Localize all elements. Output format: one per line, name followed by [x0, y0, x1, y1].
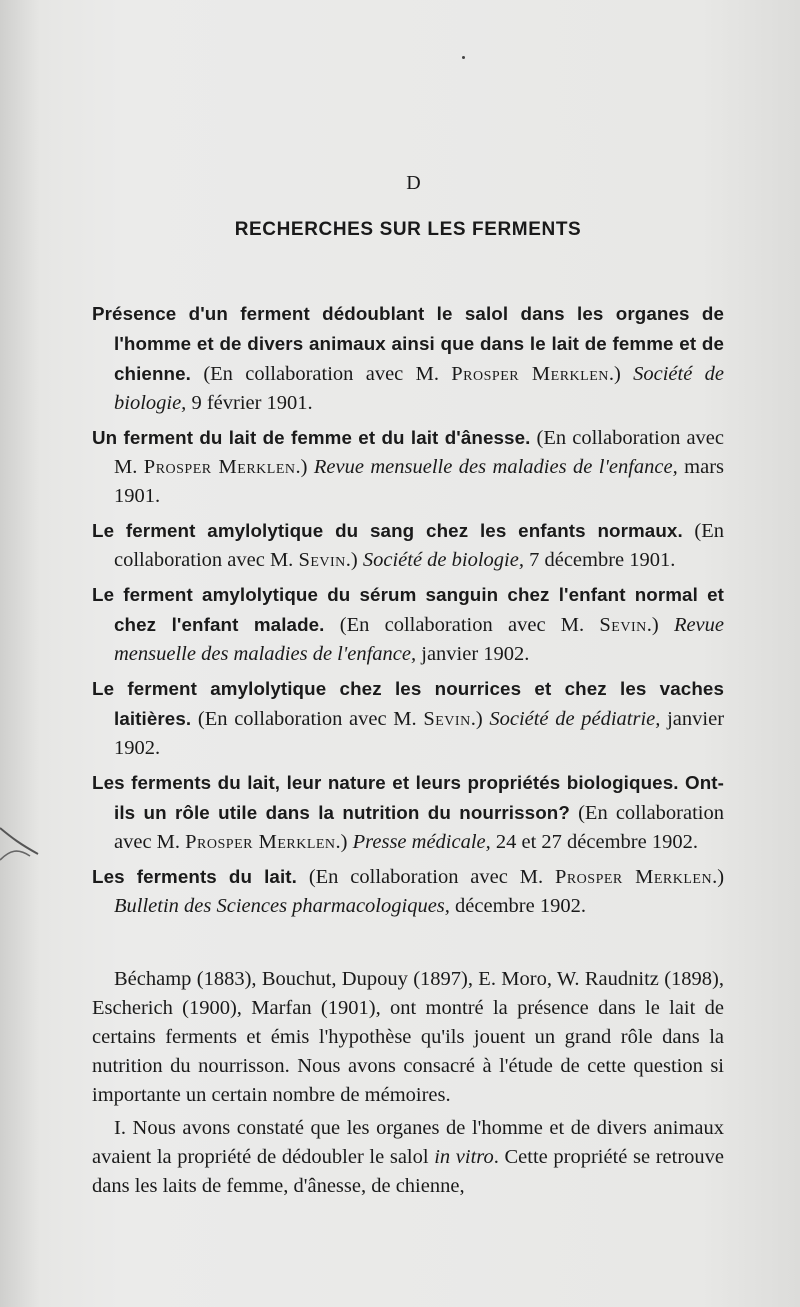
entry-title: Le ferment amylolytique du sang chez les enfants normaux. — [92, 520, 683, 541]
entry-date: janvier 1902. — [421, 643, 530, 665]
collab-prefix: (En collaboration avec M. — [339, 614, 600, 636]
collab-suffix: .) — [295, 456, 308, 478]
collab-prefix: (En collaboration avec M. — [114, 520, 725, 571]
bibliography-list — [92, 299, 724, 921]
binding-thread-icon — [0, 820, 40, 880]
entry-venue: Société de pédiatrie, — [489, 708, 661, 730]
entry-title: Un ferment du lait de femme et du lait d'ânesse. — [92, 427, 531, 448]
ink-speck — [462, 56, 465, 59]
entry-date: janvier 1902. — [114, 708, 725, 759]
entry-date: décembre 1902. — [455, 895, 586, 917]
collab-suffix: .) — [646, 614, 659, 636]
entry-date: 7 décembre 1901. — [529, 549, 676, 571]
entry-venue: Revue mensuelle des maladies de l'enfance, — [313, 456, 678, 478]
entry-title: Les ferments du lait. — [92, 866, 297, 887]
section-title: RECHERCHES SUR LES FERMENTS — [234, 219, 582, 240]
collab-suffix: .) — [712, 866, 725, 888]
latin-phrase: in vitro — [434, 1146, 494, 1168]
collab-prefix: (En collaboration avec M. — [308, 866, 555, 888]
paragraph-text: I. Nous avons constaté que les organes de l'homme et de divers animaux avaient la propriété de dédoubler le salol — [92, 1117, 724, 1168]
paragraph-text: . Cette propriété se retrouve dans les laits de femme, d'ânesse, de chienne, — [92, 1146, 724, 1197]
collaborator-name: Prosper Merklen — [185, 831, 336, 853]
body-paragraph — [92, 1114, 724, 1201]
bibliography-entry — [92, 862, 724, 921]
collaborator-name: Sevin — [298, 549, 346, 571]
entry-venue: Société de biologie, — [114, 363, 724, 414]
collaborator-name: Sevin — [423, 708, 471, 730]
collab-prefix: (En collaboration avec M. — [114, 427, 725, 478]
bibliography-entry — [92, 423, 724, 511]
entry-date: 24 et 27 décembre 1902. — [495, 831, 698, 853]
entry-title: Présence d'un ferment dédoublant le salol dans les organes de l'homme et de divers animaux ainsi que dans le lait de femme et de chienne. — [92, 303, 724, 384]
collab-prefix: (En collaboration avec M. — [203, 363, 452, 385]
bibliography-entry — [92, 299, 724, 418]
bibliography-entry — [92, 580, 724, 669]
page-content — [92, 172, 724, 1201]
collaborator-name: Sevin — [599, 614, 647, 636]
bibliography-entry — [92, 516, 724, 575]
entry-date: 9 février 1901. — [191, 392, 313, 414]
collab-suffix: .) — [335, 831, 348, 853]
collab-suffix: .) — [470, 708, 483, 730]
entry-venue: Revue mensuelle des maladies de l'enfance, — [114, 614, 725, 665]
bibliography-entry — [92, 768, 724, 857]
entry-venue: Société de biologie, — [362, 549, 524, 571]
entry-venue: Presse médicale, — [352, 831, 491, 853]
collab-prefix: (En collaboration avec M. — [114, 802, 724, 853]
collab-suffix: .) — [608, 363, 621, 385]
collab-suffix: .) — [345, 549, 358, 571]
entry-venue: Bulletin des Sciences pharmacologiques, — [114, 895, 450, 917]
collab-prefix: (En collaboration avec M. — [197, 708, 424, 730]
entry-title: Les ferments du lait, leur nature et leurs propriétés biologiques. Ont-ils un rôle utile dans la nutrition du nourrisson? — [92, 772, 724, 823]
entry-date: mars 1901. — [114, 456, 725, 507]
entry-title: Le ferment amylolytique chez les nourrices et chez les vaches laitières. — [92, 678, 724, 729]
collaborator-name: Prosper Merklen — [451, 363, 609, 385]
body-paragraph: Béchamp (1883), Bouchut, Dupouy (1897), E. Moro, W. Raudnitz (1898), Escherich (1900), Marfan (1901), ont montré la présence dans le lait de certains ferments et émis l'hypothèse qu'ils jouent un grand rôle dans la nutrition du nourrisson. Nous avons consacré à l'étude de cette question si importante un certain nombre de mémoires. — [92, 968, 724, 1106]
collaborator-name: Prosper Merklen — [554, 866, 713, 888]
entry-title: Le ferment amylolytique du sérum sanguin chez l'enfant normal et chez l'enfant malade. — [92, 584, 724, 635]
collaborator-name: Prosper Merklen — [143, 456, 296, 478]
bibliography-entry — [92, 674, 724, 763]
section-letter: D — [406, 172, 422, 194]
